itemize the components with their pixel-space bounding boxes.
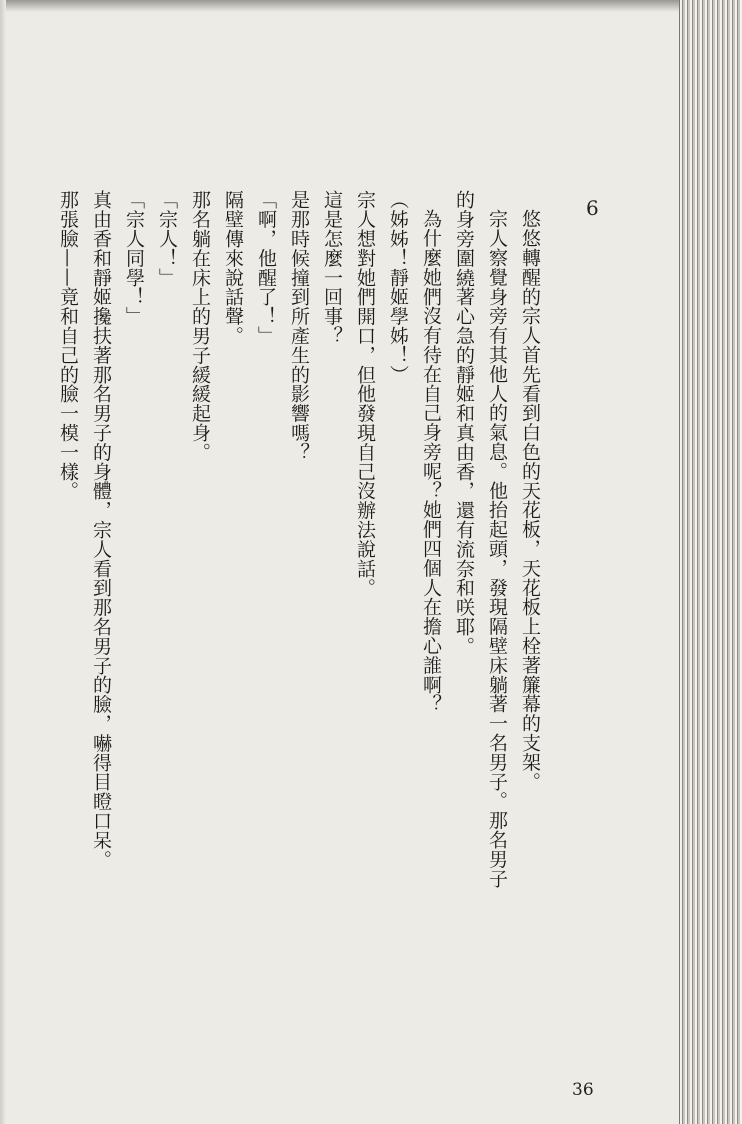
vertical-text-body bbox=[51, 190, 546, 890]
paragraph: 宗人察覺身旁有其他人的氣息。他抬起頭，發現隔壁床躺著一名男子。那名男子的身旁圍繞著心急的靜姬和真由香，還有流奈和咲耶。 bbox=[453, 190, 508, 888]
chapter-number: 6 bbox=[586, 196, 599, 220]
paragraph: 悠悠轉醒的宗人首先看到白色的天花板，天花板上栓著簾幕的支架。 bbox=[519, 209, 541, 791]
paragraph: 那張臉——竟和自己的臉一模一樣。 bbox=[57, 190, 79, 501]
paragraph: 是那時候撞到所產生的影響嗎？ bbox=[288, 190, 310, 462]
paragraph: 真由香和靜姬攙扶著那名男子的身體，宗人看到那名男子的臉，嚇得目瞪口呆。 bbox=[90, 190, 112, 869]
paragraph: 宗人想對她們開口，但他發現自己沒辦法說話。 bbox=[354, 190, 376, 598]
book-page-edges bbox=[679, 0, 742, 1124]
paragraph: 「宗人同學！」 bbox=[123, 190, 145, 326]
page-number: 36 bbox=[572, 1080, 594, 1100]
page-gutter-shade bbox=[0, 0, 6, 1124]
paragraph: 隔壁傳來說話聲。 bbox=[222, 190, 244, 346]
scan-top-edge bbox=[0, 0, 742, 12]
paragraph: 「啊，他醒了！」 bbox=[255, 190, 277, 346]
paragraph: 那名躺在床上的男子緩緩起身。 bbox=[189, 190, 211, 462]
paragraph: 「宗人！」 bbox=[156, 190, 178, 287]
paragraph: 這是怎麼一回事？ bbox=[321, 190, 343, 346]
paragraph: （姊姊！靜姬學姊！） bbox=[387, 190, 409, 384]
paragraph: 為什麼她們沒有待在自己身旁呢？她們四個人在擔心誰啊？ bbox=[420, 209, 442, 714]
